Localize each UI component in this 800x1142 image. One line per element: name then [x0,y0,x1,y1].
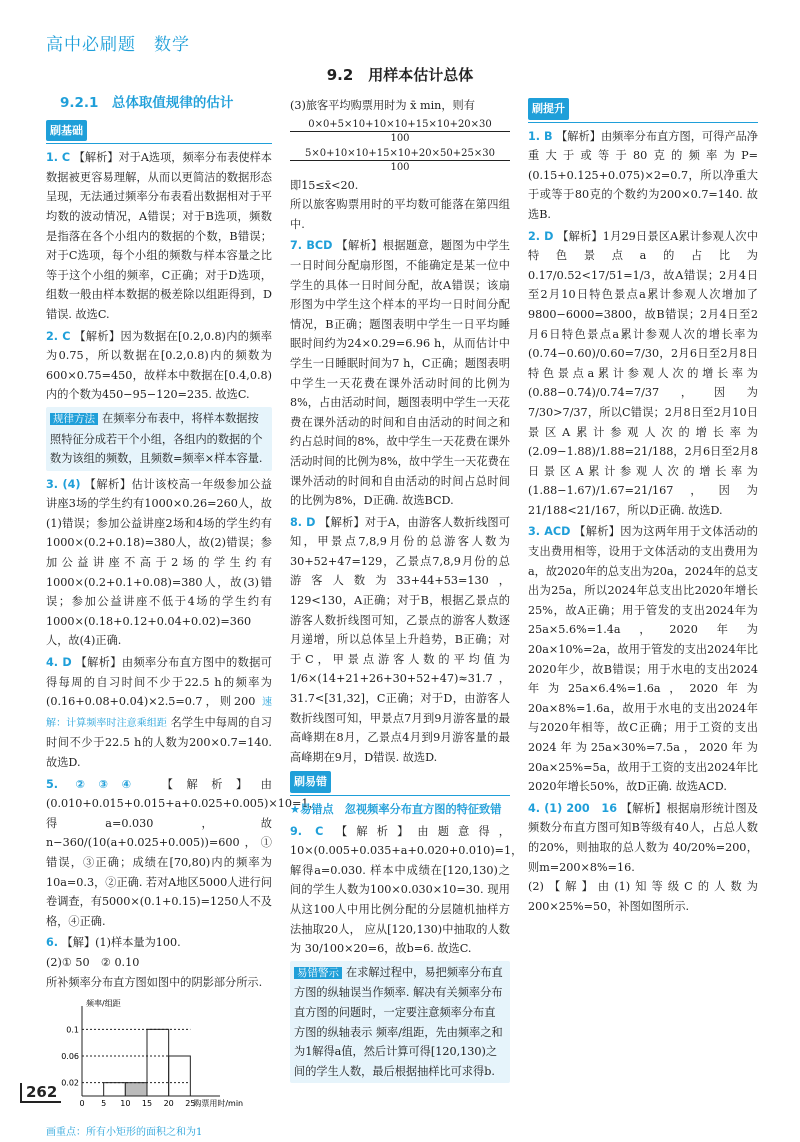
histogram-bar [147,1029,169,1096]
answer-9: 9. C 【解析】由题意得，10×(0.005+0.035+a+0.020+0.010)=1，解得a=0.030. 样本中成绩在[120,130)之间的学生人数为100×0.030×10=30. 现用从这100人中用比例分配的分层随机抽样方法抽取20人， 应从[120,130)中抽取的人数为 30/100×20=6，故b=6. 故选C. [290,824,523,956]
histogram-bar [104,1083,126,1096]
tag-easy-wrong: 刷易错 [290,771,331,793]
y-tick-label: 0.06 [61,1052,79,1062]
x-tick-label: 25 [185,1099,196,1109]
histogram-svg [46,996,246,1116]
book-name: 高中必刷题 [46,35,136,55]
histogram-chart [46,996,272,1123]
answer-r1: 1. B 【解析】由频率分布直方图，可得产品净重大于或等于80克的频率为P=(0.15+0.125+0.075)×2=0.7，所以净重大于或等于80克的个数约为200×0.7=140. 故选B. [528,129,758,221]
answer-3b-result: 即15≤x̄<20. 所以旅客购票用时的平均数可能落在第四组中. [290,178,510,231]
x-tick-label: 20 [163,1099,174,1109]
tag-improve: 刷提升 [528,98,569,120]
answer-3: 3. (4) 【解析】估计该校高一年级参加公益讲座3场的学生约有1000×0.26=260人，故(1)错误；参加公益讲座2场和4场的学生约有1000×(0.2+0.18)=380人，故(2)错误；参加公益讲座不高于2场的学生约有1000×(0.2+0.1+0.08)=380人，故(3)错误；参加公益讲座不低于4场的学生约有1000×(0.18+0.12+0.04+0.02)=360人，故(4)正确. [46,477,272,648]
tag-basic: 刷基础 [46,120,87,142]
answer-3b: (3)旅客平均购票用时为 x̄ min，则有 [290,99,475,112]
column-middle [290,96,523,1087]
fraction-2: 5×0+10×10+15×10+20×50+25×30 100 [290,147,510,174]
answer-4: 4. D 【解析】由频率分布直方图中的数据可得每周的自习时间不少于22.5 h的频率为(0.16+0.08+0.04)×2.5=0.7，则200 速解：计算频率时注意乘组距 名学生中每周的自习时间不少于22.5 h的人数为200×0.7=140. 故选D. [46,656,272,769]
subject-name: 数学 [154,35,190,55]
column-right [528,96,758,918]
page-number: 262 [20,1083,61,1103]
tip-box: 规律方法 在频率分布表中，将样本数据按照特征分成若干个小组，各组内的数据的个数为该组的频数，且频数=频率×样本容量. [46,407,272,471]
y-tick-label: 0.1 [66,1025,79,1035]
histogram-bar [169,1056,191,1096]
x-tick-label: 15 [141,1099,153,1109]
answer-5: 5. ②③④ 【解析】由(0.010+0.015+0.015+a+0.025+0.005)×10=1，得a=0.030，故n−360/(10(a+0.025+0.005))=600，①错误，③正确；成绩在[70,80)内的频率为10a=0.3，②正确. 若对A地区5000人进行问卷调查，有5000×(0.1+0.15)=1250人不及格，④正确. [46,777,320,928]
answer-r3: 3. ACD 【解析】因为这两年用于文体活动的支出费用相等，设用于文体活动的支出费用为a，故2020年的总支出为20a，2024年的总支出为25a，所以2024年总支出比2020年增长25%，故A正确；用于管发的支出2024年为25a×5.6%=1.4a，2020年为20a×10%=2a，故用于管发的支出2024年比2020年少，故B错误；用于水电的支出2024年为25a×6.4%=1.6a，2020年为20a×8%=1.6a，故用于水电的支出2024年与2020年相等，故C正确；用于工资的支出2024年为25a×30%=7.5a，2020年为20a×25%=5a，故用于工资的支出2024年比2020年增长50%，故D正确. 故选ACD. [528,525,758,794]
book-title [46,30,190,55]
chart-note: 画重点：所有小矩形的面积之和为1 [46,1126,203,1138]
answer-1: 1. C 【解析】对于A选项，频率分布表使样本数据被更容易理解，从而以更简洁的数据形态呈现，无法通过频率分布表看出数据相对于平均数的波动情况，A错误；对于B选项，频数是指落在各个小组内的数据的个数，B错误；对于C选项，每个小组的频数与样本容量之比等于这个小组的频率，C正确；对于D选项，组数一般由样本数据的极差除以组距得到，D错误. 故选C. [46,151,272,321]
answer-r4: 4. (1) 200 16 【解析】根据扇形统计图及频数分布直方图可知B等级有40人，占总人数的20%，则抽取的总人数为 40/20%=200，则m=200×8%=16. (2)【解】由(1)知等级C的人数为200×25%=50，补图如图所示. [528,801,758,913]
x-tick-label: 10 [120,1099,131,1109]
answer-8: 8. D 【解析】对于A，由游客人数折线图可知，甲景点7,8,9月份的总游客人数为30+52+47=129，乙景点7,8,9月份的总游客人数为33+44+53=130，129<130，A正确；对于B，根据乙景点的游客人数折线图可知，乙景点的游客人数逐月递增，所以总体呈上升趋势，B正确；对于C，甲景点游客人数的平均值为1/6×(14+21+26+30+52+47)≈31.7，31.7<[31,32]，C正确；对于D，由游客人数折线图可知，甲景点7月到9月游客量的最高峰期在8月，乙景点4月到9月游客量的最高峰期在9月，D错误. 故选D. [290,515,510,764]
histogram-bar [125,1083,147,1096]
answer-2: 2. C 【解析】因为数据在[0.2,0.8)内的频率为0.75，所以数据在[0.2,0.8)内的频数为600×0.75=450，故样本中数据在[0.4,0.8)内的个数为450−95−120=235. 故选C. [46,329,273,402]
y-tick-label: 0.02 [61,1078,79,1088]
fraction-1: 0×0+5×10+10×10+15×10+20×30 100 [290,118,510,145]
answer-7: 7. BCD 【解析】根据题意，题图为中学生一日时间分配扇形图，不能确定是某一位中学生的具体一日时间分配，故A错误；该扇形图为中学生这个样本的平均一日时间分配情况，B正确；题图表明中学生一日平均睡眠时间约为24×0.29=6.96 h，从而估计中学生一日睡眠时间为7 h，C正确；题图表明中学生一天花费在课外活动时间的比例为8%，占由活动时间，题图表明中学生一天花费在课外活动的时间和自由活动的时间之和约占总时间的8%，故中学生一天花费在课外活动时间的比例为8%，故中学生一天花费在课外活动的时间和自由活动的时间占总时间的比例为8%，D正确. 故选BCD. [290,239,510,508]
warning-box: 易错警示 在求解过程中，易把频率分布直方图的纵轴误当作频率. 解决有关频率分布直方图的问题时，一定要注意频率分布直方图的纵轴表示 频率/组距，先由频率之和为1解得a值，然后计算可得[120,130)之间的学生人数，最后根据抽样比可求得b. [290,961,510,1084]
y-axis-label: 频率/组距 [86,999,121,1009]
answer-r2: 2. D 【解析】1月29日景区A累计参观人次中特色景点a的占比为 0.17/0.52<17/51=1/3，故A错误；2月4日至2月10日特色景点a累计参观人次增加了9800−6000=3800，故B错误；2月4日至2月6日特色景点a累计参观人次的增长率为 (0.74−0.60)/0.60=7/30，2月6日至2月8日特色景点a累计参观人次的增长率为 (0.88−0.74)/0.74=7/37，因为7/30>7/37，所以C错误；2月8日至2月10日景区A累计参观人次的增长率为 (2.09−1.88)/1.88=21/188，2月6日至2月8日景区A累计参观人次的增长率为 (1.88−1.67)/1.67=21/167，因为21/188<21/167，所以D正确. 故选D. [528,229,759,517]
section-title: 9.2 用样本估计总体 [326,66,474,84]
subsection-title: 9.2.1 总体取值规律的估计 [60,95,234,111]
x-tick-label: 0 [79,1099,85,1109]
answer-6: 6. 【解】(1)样本量为100. (2)① 50 ② 0.10 所补频率分布直方图如图中的阴影部分所示. [46,936,263,989]
x-axis-label: 购票用时/min [193,1099,244,1109]
easy-wrong-title: ★易错点 忽视频率分布直方图的特征致错 [290,803,502,816]
x-tick-label: 5 [101,1099,107,1109]
